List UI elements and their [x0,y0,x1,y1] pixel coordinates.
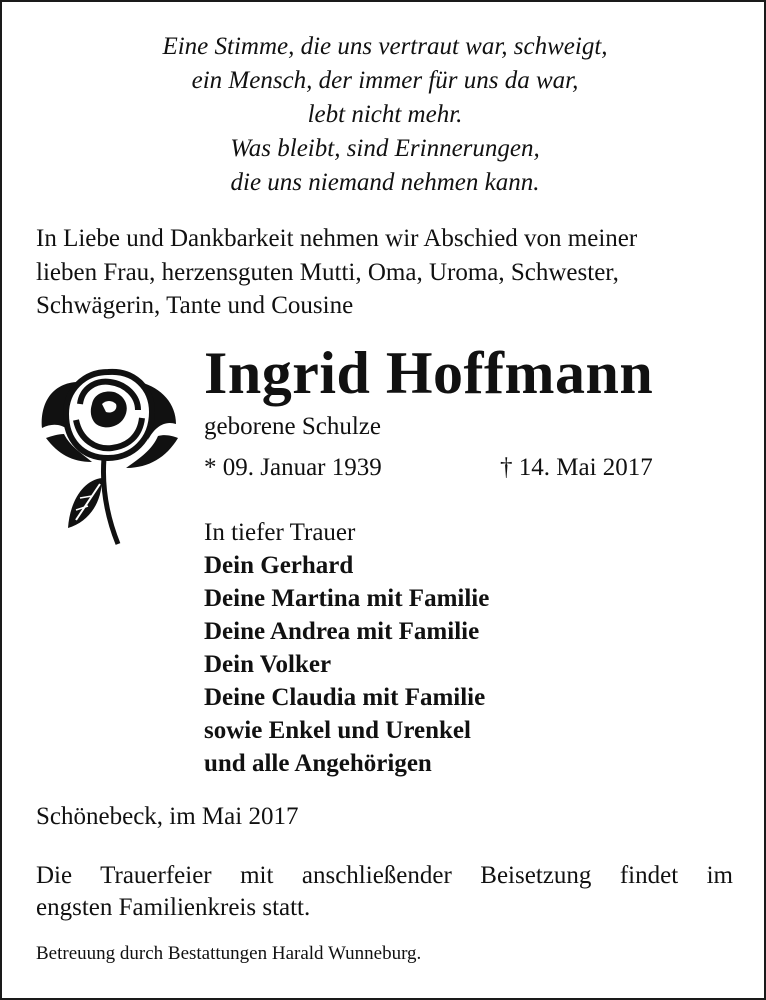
death-date: † 14. Mai 2017 [500,454,653,481]
mourners-list [204,516,724,780]
intro-line: lieben Frau, herzensguten Mutti, Oma, Uroma, Schwester, [36,258,619,286]
poem-line: lebt nicht mehr. [307,101,463,128]
intro-line: Schwägerin, Tante und Cousine [36,292,354,319]
mourner-name: und alle Angehörigen [204,750,432,777]
mourner-name: Deine Martina mit Familie [204,585,490,612]
birth-name: geborene Schulze [204,413,382,440]
mourner-name: Dein Gerhard [204,552,354,579]
poem-line: Eine Stimme, die uns vertraut war, schweigt, [162,33,608,60]
undertaker-credit: Betreuung durch Bestattungen Harald Wunneburg. [36,943,422,964]
place-and-date: Schönebeck, im Mai 2017 [36,803,299,830]
mourner-name: Deine Andrea mit Familie [204,618,480,645]
funeral-notice-line: engsten Familienkreis statt. [36,894,311,921]
rose-icon [36,354,188,548]
funeral-notice-line: Die Trauerfeier mit anschließender Beisetzung findet im [36,862,733,889]
poem-line: die uns niemand nehmen kann. [230,169,540,196]
farewell-intro [36,222,736,323]
mourners-lead: In tiefer Trauer [204,519,356,546]
poem-line: Was bleibt, sind Erinnerungen, [230,135,540,162]
mourner-name: Deine Claudia mit Familie [204,684,486,711]
intro-line: In Liebe und Dankbarkeit nehmen wir Abschied von meiner [36,225,638,252]
deceased-name: Ingrid Hoffmann [204,340,654,406]
birth-date: * 09. Januar 1939 [204,454,382,481]
poem-line: ein Mensch, der immer für uns da war, [191,67,579,94]
mourner-name: Dein Volker [204,651,332,678]
memorial-poem [2,30,766,200]
funeral-notice [36,860,733,924]
mourner-name: sowie Enkel und Urenkel [204,717,471,744]
